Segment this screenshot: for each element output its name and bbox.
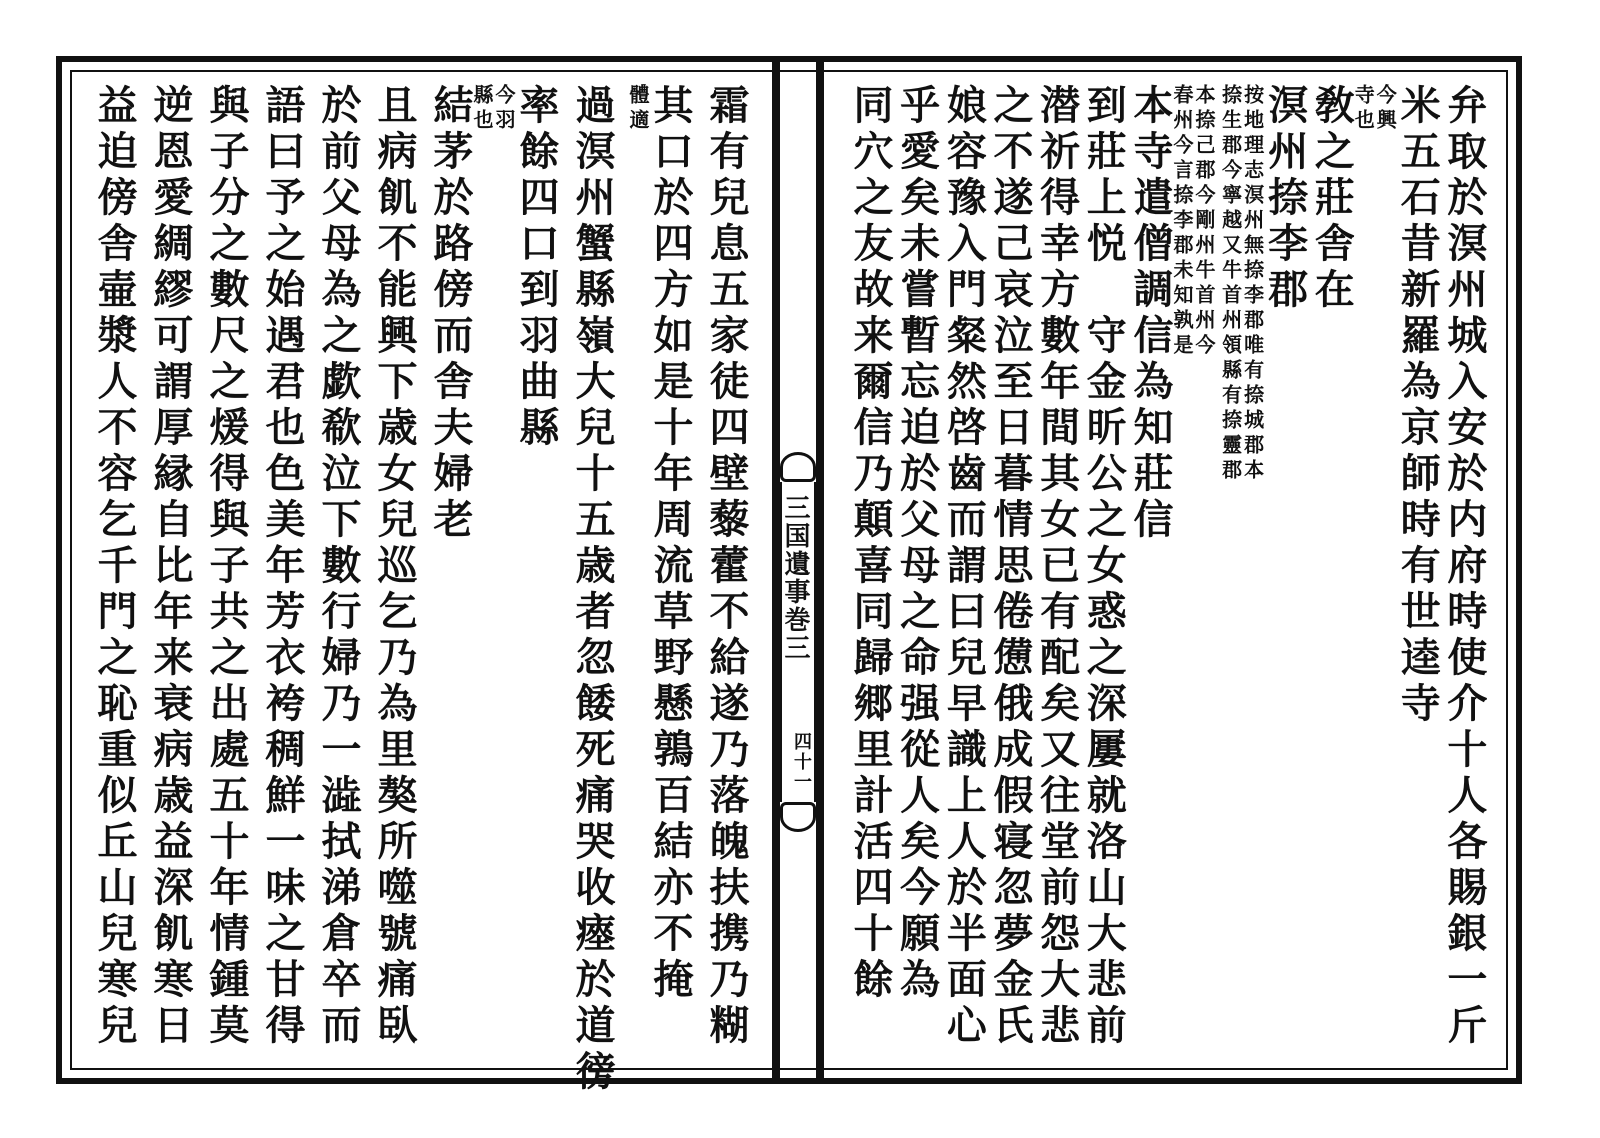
note-line: 本捺己郡今剛州牛首州今 <box>1191 84 1216 359</box>
note-line: 春州今言捺李郡未知孰是 <box>1169 84 1194 359</box>
note-line: 縣也 <box>470 84 494 134</box>
main-text: 溟州捺李郡 <box>1261 84 1309 314</box>
interlinear-note <box>628 84 648 1052</box>
note-line: 今興 <box>1373 84 1398 134</box>
interlinear-note <box>1218 84 1265 1052</box>
text-column: 娘容豫入門粲然啓齒而謂曰兒早識上人於半面心 <box>940 84 988 1050</box>
interlinear-note <box>1351 84 1398 1052</box>
text-column: 且病飢不能興下歳女兒巡乞乃為里獒所噬號痛臥 <box>371 84 418 1050</box>
note-line: 捺生郡今寧越又牛首州領縣有捺靈郡 <box>1218 84 1243 484</box>
text-column <box>1126 84 1216 1052</box>
text-column <box>626 84 694 1052</box>
text-column: 弁取於溟州城入安於内府時使介十人各賜銀一斤 <box>1440 84 1488 1050</box>
spine-rail-right <box>816 62 824 1078</box>
note-line: 體適 <box>626 84 650 134</box>
text-column: 到莊上悦 守金昕公之女惑之深屢就洛山大悲前 <box>1080 84 1128 1050</box>
book-title: 三国遺事巻三 <box>780 494 810 662</box>
text-column: 與子分之數尺之煖得與子共之出處五十年情鍾莫 <box>203 84 250 1050</box>
text-column: 益迫傍舎壷漿人不容乞千門之恥重似丘山兒寒兒 <box>91 84 138 1050</box>
interlinear-note <box>472 84 514 1052</box>
main-text: 率餘四口到羽曲縣 <box>513 84 560 452</box>
text-column: 逆恩愛綢繆可謂厚縁自比年来衰病歳益深飢寒日 <box>147 84 194 1050</box>
text-column: 過溟州蟹縣嶺大兒十五歳者忽餧死痛哭收瘞於道徬 <box>569 84 616 1096</box>
left-page <box>72 70 768 1096</box>
main-text: 本寺遣僧調信為知莊信 <box>1126 84 1174 544</box>
interlinear-note <box>1169 84 1216 1052</box>
note-line: 今羽 <box>492 84 516 134</box>
text-column: 於前父母為之歔欷泣下數行婦乃一澁拭涕倉卒而 <box>315 84 362 1050</box>
text-column: 乎愛矣未嘗暫忘迫於父母之命强從人矣今願為 <box>893 84 941 1004</box>
text-column: 霜有兒息五家徒四壁藜藿不給遂乃落魄扶携乃糊 <box>703 84 750 1050</box>
main-text: 敎之莊舎在 <box>1308 84 1356 314</box>
main-text: 米五石昔新羅為京師時有世逵寺 <box>1394 84 1442 728</box>
text-column: 之不遂己哀泣至日暮情思倦憊俄成假寝忽夢金氏 <box>986 84 1034 1050</box>
right-page <box>828 70 1506 1070</box>
note-line: 按地理志溟州無捺李郡唯有捺城郡本 <box>1240 84 1265 484</box>
page-number: 四十一 <box>791 732 812 792</box>
note-line: 寺也 <box>1351 84 1376 134</box>
center-spine <box>768 62 828 1078</box>
text-column <box>427 84 560 1052</box>
text-column: 潜祈得幸方數年間其女已有配矣又往堂前怨大悲 <box>1033 84 1081 1050</box>
fish-tail-ornament-top <box>780 452 816 482</box>
text-column <box>1218 84 1309 1052</box>
text-column: 語曰予之始遇君也色美年芳衣袴稠鮮一味之甘得 <box>259 84 306 1050</box>
main-text: 其口於四方如是十年周流草野懸鶉百結亦不掩 <box>647 84 694 1004</box>
main-text: 結茅於路傍而舎夫婦老 <box>427 84 474 544</box>
fish-tail-ornament-bottom <box>780 802 816 832</box>
text-column <box>1308 84 1442 1052</box>
text-column: 同穴之友故来爾信乃顛喜同歸郷里計活四十餘 <box>847 84 894 1004</box>
